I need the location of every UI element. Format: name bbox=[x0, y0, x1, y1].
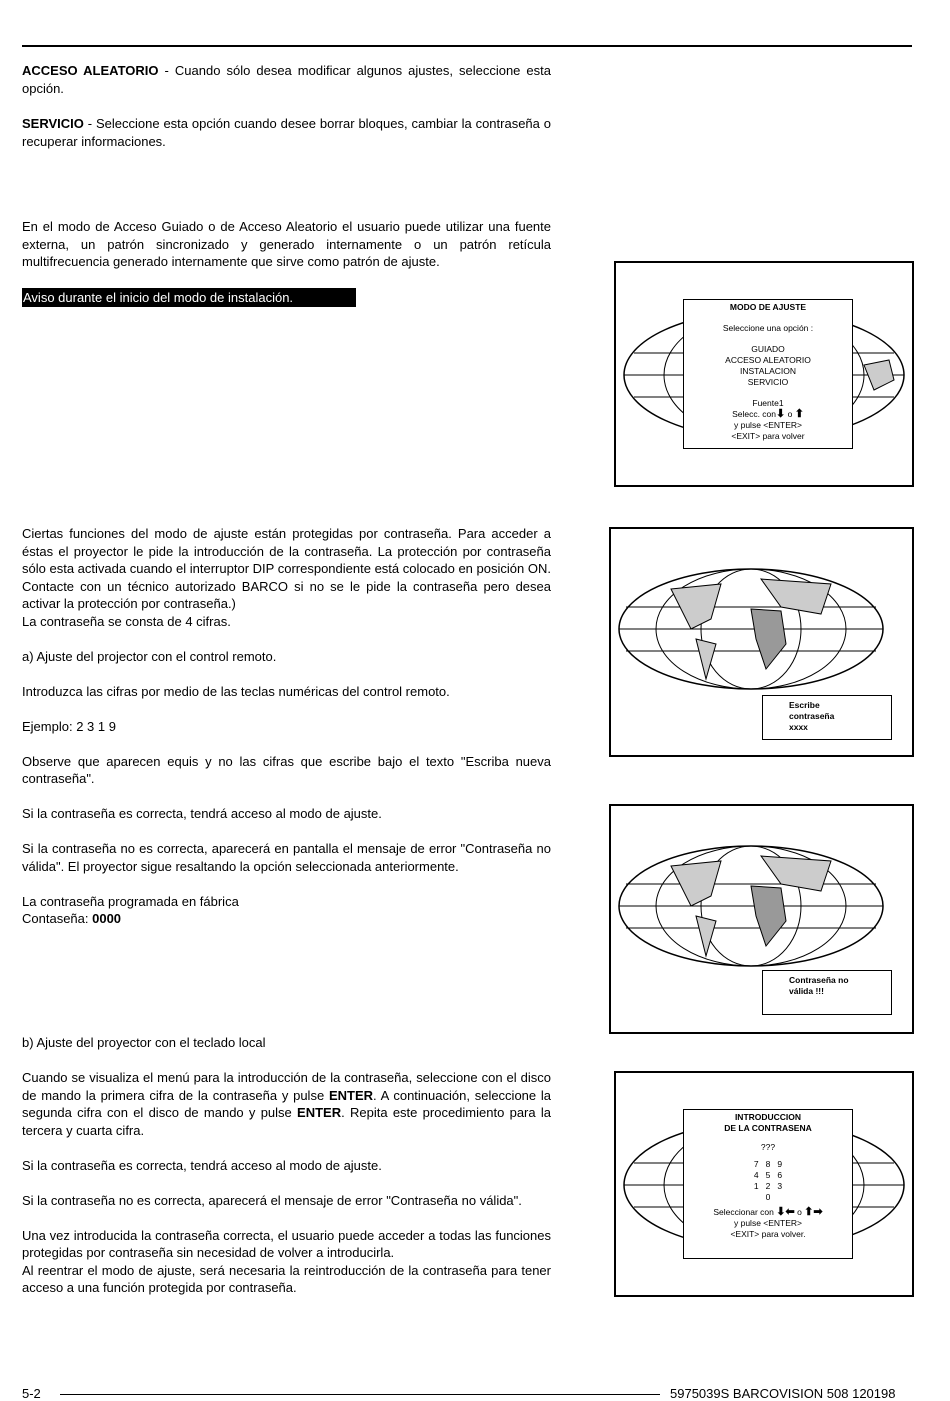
password-prompt-box bbox=[762, 695, 892, 740]
menu-select-line bbox=[684, 409, 852, 420]
b1-enter-2: ENTER bbox=[297, 1105, 342, 1120]
invalid-line-2: válida !!! bbox=[789, 986, 824, 996]
arrow-down-icon: ⬇ bbox=[776, 1206, 786, 1218]
b1-enter-1: ENTER bbox=[328, 1087, 373, 1103]
acceso-text: - Cuando sólo desea modificar algunos ajustes, seleccione esta opción. bbox=[22, 63, 552, 96]
incorrect-text: Si la contraseña no es correcta, aparecerá en pantalla el mensaje de error "Contraseña no válida". El proyector sigue resaltando la opción seleccionada anteriormente. bbox=[22, 841, 551, 874]
invalid-line-1: Contraseña no bbox=[789, 975, 849, 985]
entry-mask: ??? bbox=[760, 1142, 776, 1152]
b1-b: . A continuación, seleccione la segunda cifra con el disco de mando y pulse bbox=[22, 1087, 552, 1120]
servicio-term: SERVICIO bbox=[22, 116, 84, 131]
menu-option-guided: GUIADO bbox=[751, 344, 785, 354]
entry-select: Seleccionar con bbox=[713, 1207, 774, 1217]
prompt-line-3: xxxx bbox=[789, 722, 808, 732]
page-number: 5-2 bbox=[22, 1386, 41, 1401]
b-incorrect-text: Si la contraseña no es correcta, aparecerá el mensaje de error "Contraseña no válida". bbox=[22, 1192, 522, 1208]
menu-option-service: SERVICIO bbox=[747, 377, 789, 387]
figure-password-entry-menu bbox=[614, 1071, 914, 1297]
b1-c: . Repita este procedimiento para la tercera y cuarta cifra. bbox=[22, 1105, 551, 1138]
top-rule bbox=[22, 45, 912, 47]
section-b-text bbox=[22, 1069, 551, 1139]
acceso-paragraph bbox=[22, 62, 551, 97]
adjust-mode-menu bbox=[683, 299, 853, 449]
arrow-left-icon: ⬅ bbox=[785, 1206, 795, 1218]
keypad-row-4: 0 bbox=[765, 1192, 771, 1202]
factory-password bbox=[22, 910, 551, 928]
keypad-row-3: 1 2 3 bbox=[753, 1181, 783, 1191]
arrow-down-icon: ⬇ bbox=[776, 408, 786, 420]
password-digits: La contraseña se consta de 4 cifras. bbox=[22, 613, 231, 629]
figure-invalid-password bbox=[609, 804, 914, 1034]
entry-select-line bbox=[684, 1207, 852, 1218]
prompt-line-2: contraseña bbox=[789, 711, 835, 721]
factory-password-value: 0000 bbox=[92, 911, 122, 926]
section-b-title: b) Ajuste del proyector con el teclado local bbox=[22, 1035, 266, 1050]
entry-title-2: DE LA CONTRASENA bbox=[724, 1123, 812, 1133]
figure-adjust-mode-menu bbox=[614, 261, 914, 487]
menu-source: Fuente1 bbox=[752, 398, 784, 408]
menu-option-install: INSTALACION bbox=[739, 366, 797, 376]
section-a-title: a) Ajuste del projector con el control remoto. bbox=[22, 648, 277, 664]
correct-text: Si la contraseña es correcta, tendrá acceso al modo de ajuste. bbox=[22, 806, 382, 821]
arrow-up-icon: ⬆ bbox=[804, 1206, 814, 1218]
menu-option-random: ACCESO ALEATORIO bbox=[725, 355, 811, 365]
section-a-text: Introduzca las cifras por medio de las teclas numéricas del control remoto. bbox=[22, 683, 450, 699]
entry-exit: <EXIT> para volver. bbox=[730, 1229, 806, 1239]
entry-enter: y pulse <ENTER> bbox=[733, 1218, 803, 1228]
figure-enter-password bbox=[609, 527, 914, 757]
factory-text: La contraseña programada en fábrica bbox=[22, 893, 239, 909]
modes-paragraph: En el modo de Acceso Guiado o de Acceso Aleatorio el usuario puede utilizar una fuente externa, un patrón sincronizado y generado internamente o un patrón retícula multifrecuencia generado internamente que sirve como patrón de ajuste. bbox=[22, 219, 551, 269]
password-entry-menu bbox=[683, 1109, 853, 1259]
arrow-up-icon: ⬆ bbox=[794, 408, 804, 420]
footer-rule bbox=[60, 1394, 660, 1395]
password-intro: Ciertas funciones del modo de ajuste están protegidas por contraseña. Para acceder a éstas el proyector le pide la introducción de la contraseña. La protección por contraseña sólo esta activada cuando el interruptor DIP correspondiente está colocado en posición ON. Contacte con un técnico autorizado BARCO si no se le pide la contraseña pero desea activar la protección por contraseña.) bbox=[22, 526, 551, 611]
entry-or: o bbox=[797, 1207, 802, 1217]
b-last-text-2: Al reentrar el modo de ajuste, será necesaria la reintroducción de la contraseña para tener acceso a una función protegida por contraseña. bbox=[22, 1262, 551, 1295]
servicio-text: - Seleccione esta opción cuando desee borrar bloques, cambiar la contraseña o recuperar informaciones. bbox=[22, 116, 551, 149]
arrow-right-icon: ➡ bbox=[813, 1206, 823, 1218]
keypad-row-2: 4 5 6 bbox=[753, 1170, 783, 1180]
servicio-paragraph bbox=[22, 115, 551, 150]
b1-a: Cuando se visualiza el menú para la introducción de la contraseña, seleccione con el disco de mando la primera cifra de la contraseña y pulse bbox=[22, 1070, 551, 1103]
acceso-term: ACCESO ALEATORIO bbox=[22, 63, 159, 78]
menu-or: o bbox=[787, 409, 793, 419]
b-correct-text: Si la contraseña es correcta, tendrá acceso al modo de ajuste. bbox=[22, 1157, 382, 1173]
prompt-line-1: Escribe bbox=[789, 700, 820, 710]
menu-enter: y pulse <ENTER> bbox=[733, 420, 803, 430]
warning-banner: Aviso durante el inicio del modo de instalación. bbox=[22, 288, 356, 307]
menu-select: Selecc. con bbox=[732, 409, 777, 419]
keypad-row-1: 7 8 9 bbox=[753, 1159, 783, 1169]
observe-text: Observe que aparecen equis y no las cifras que escribe bajo el texto "Escriba nueva contraseña". bbox=[22, 753, 551, 786]
section-b bbox=[22, 1034, 551, 1297]
example-text: Ejemplo: 2 3 1 9 bbox=[22, 718, 116, 734]
password-section bbox=[22, 525, 551, 928]
entry-title-1: INTRODUCCION bbox=[734, 1112, 802, 1122]
b-last-text-1: Una vez introducida la contraseña correcta, el usuario puede acceder a todas las funciones protegidas por contraseña sin necesidad de volver a introducirla. bbox=[22, 1227, 551, 1260]
invalid-password-box bbox=[762, 970, 892, 1015]
factory-password-label: Contaseña: bbox=[22, 911, 93, 926]
document-reference: 5975039S BARCOVISION 508 120198 bbox=[670, 1386, 896, 1401]
menu-prompt: Seleccione una opción : bbox=[722, 323, 814, 333]
menu-exit: <EXIT> para volver bbox=[731, 431, 805, 441]
menu-title: MODO DE AJUSTE bbox=[729, 302, 807, 312]
